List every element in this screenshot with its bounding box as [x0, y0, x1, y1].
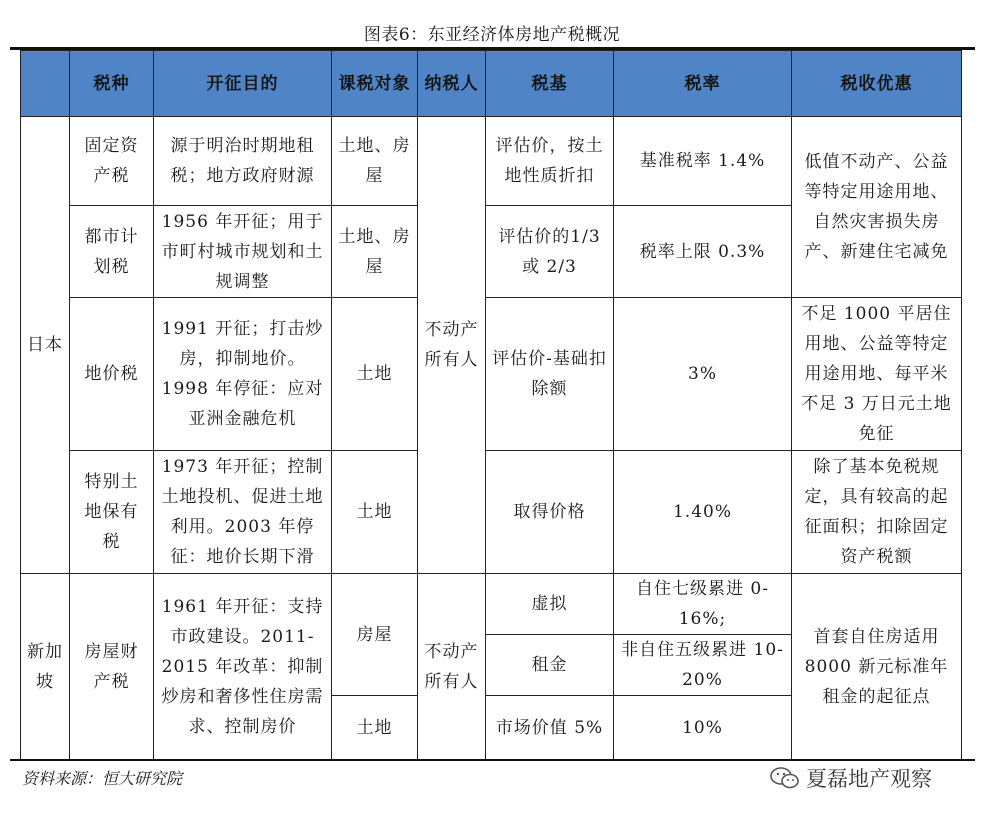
tax-base: 评估价-基础扣除额 — [486, 298, 614, 451]
wechat-icon — [770, 766, 800, 790]
tax-rate: 自住七级累进 0-16%; — [614, 574, 792, 635]
tax-object: 土地、房屋 — [332, 117, 418, 206]
table-row — [21, 298, 962, 451]
tax-name: 房屋财产税 — [70, 574, 154, 760]
country-japan: 日本 — [21, 117, 70, 574]
tax-base: 租金 — [486, 635, 614, 696]
tax-base: 评估价，按土地性质折扣 — [486, 117, 614, 206]
watermark — [770, 763, 932, 793]
tax-rate: 税率上限 0.3% — [614, 206, 792, 298]
tax-base: 市场价值 5% — [486, 696, 614, 760]
tax-name: 都市计划税 — [70, 206, 154, 298]
tax-purpose: 1991 开征；打击炒房，抑制地价。1998 年停征：应对亚洲金融危机 — [154, 298, 332, 451]
tax-rate: 基准税率 1.4% — [614, 117, 792, 206]
taxpayer-singapore: 不动产所有人 — [418, 574, 486, 760]
tax-name: 特别土地保有税 — [70, 451, 154, 574]
tax-purpose: 1961 年开征：支持市政建设。2011-2015 年改革：抑制炒房和奢侈性住房需求、控制房价 — [154, 574, 332, 760]
tax-rate: 非自住五级累进 10-20% — [614, 635, 792, 696]
header-object: 课税对象 — [332, 51, 418, 117]
tax-rate: 10% — [614, 696, 792, 760]
header-base: 税基 — [486, 51, 614, 117]
tax-object: 土地 — [332, 696, 418, 760]
country-singapore: 新加坡 — [21, 574, 70, 760]
watermark-text: 夏磊地产观察 — [806, 767, 932, 791]
figure-title: 图表6：东亚经济体房地产税概况 — [363, 25, 621, 45]
tax-name: 固定资产税 — [70, 117, 154, 206]
tax-purpose: 1956 年开征；用于市町村城市规划和土规调整 — [154, 206, 332, 298]
header-row — [21, 51, 962, 117]
tax-base: 虚拟 — [486, 574, 614, 635]
tax-preference: 不足 1000 平居住用地、公益等特定用途用地、每平米不足 3 万日元土地免征 — [792, 298, 962, 451]
table-row — [21, 117, 962, 206]
tax-base: 取得价格 — [486, 451, 614, 574]
bottom-rule — [10, 759, 975, 761]
header-purpose: 开征目的 — [154, 51, 332, 117]
tax-object: 土地、房屋 — [332, 206, 418, 298]
tax-rate: 3% — [614, 298, 792, 451]
tax-purpose: 1973 年开征；控制土地投机、促进土地利用。2003 年停征：地价长期下滑 — [154, 451, 332, 574]
header-taxpayer: 纳税人 — [418, 51, 486, 117]
header-rate: 税率 — [614, 51, 792, 117]
tax-table — [20, 50, 962, 760]
tax-object: 土地 — [332, 298, 418, 451]
table-row — [21, 451, 962, 574]
header-preference: 税收优惠 — [792, 51, 962, 117]
tax-preference: 除了基本免税规定，具有较高的起征面积；扣除固定资产税额 — [792, 451, 962, 574]
source-note: 资料来源：恒大研究院 — [22, 769, 183, 788]
tax-preference: 首套自住房适用 8000 新元标准年租金的起征点 — [792, 574, 962, 760]
tax-preference: 低值不动产、公益等特定用途用地、自然灾害损失房产、新建住宅减免 — [792, 117, 962, 298]
tax-object: 房屋 — [332, 574, 418, 696]
tax-name: 地价税 — [70, 298, 154, 451]
tax-purpose: 源于明治时期地租税；地方政府财源 — [154, 117, 332, 206]
table-row — [21, 574, 962, 635]
taxpayer-japan: 不动产所有人 — [418, 117, 486, 574]
header-blank — [21, 51, 70, 117]
tax-object: 土地 — [332, 451, 418, 574]
tax-base: 评估价的1/3 或 2/3 — [486, 206, 614, 298]
tax-rate: 1.40% — [614, 451, 792, 574]
header-tax-type: 税种 — [70, 51, 154, 117]
